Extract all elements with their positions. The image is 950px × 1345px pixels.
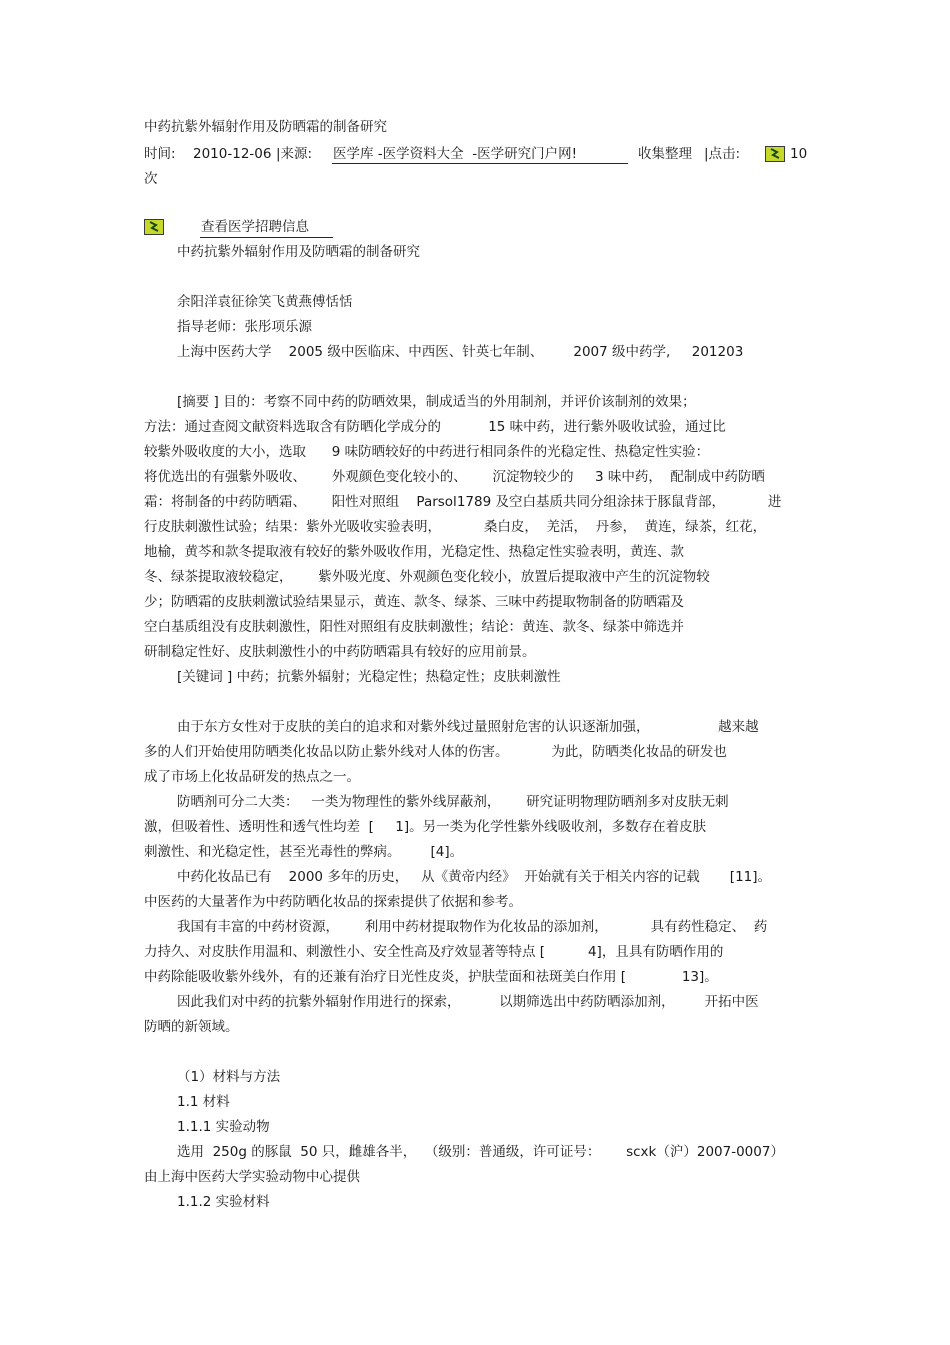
authors: 余阳洋袁征徐笑飞黄燕傅恬恬 [177, 294, 353, 310]
recruit-link-underline [200, 237, 333, 238]
body-line: 中药除能吸收紫外线外，有的还兼有治疗日光性皮炎，护肤莹面和祛斑美白作用 [ 13]。 [144, 969, 718, 985]
body-line: 我国有丰富的中药材资源， 利用中药材提取物作为化妆品的添加剂， 具有药性稳定、 药 [177, 919, 768, 935]
abstract-line: 方法：通过查阅文献资料选取含有防晒化学成分的 15 味中药，进行紫外吸收试验，通过比 [144, 419, 726, 435]
body-line: 多的人们开始使用防晒类化妆品以防止紫外线对人体的伤害。 为此，防晒类化妆品的研发也 [144, 744, 727, 760]
arrow-icon [765, 146, 785, 162]
page-title: 中药抗紫外辐射作用及防晒霜的制备研究 [144, 119, 387, 135]
clicks-label: |点击: [704, 146, 741, 162]
body-line: 选用 250g 的豚鼠 50 只，雌雄各半， （级别：普通级，许可证号： scxk（沪）2007-0007） [177, 1144, 784, 1160]
subsection-heading: 1.1.1 实验动物 [177, 1119, 270, 1135]
body-line: 中药化妆品已有 2000 多年的历史， 从《黄帝内经》 开始就有关于相关内容的记载 [11]。 [177, 869, 772, 885]
abstract-line: 霜：将制备的中药防晒霜、 阳性对照组 Parsol1789 及空白基质共同分组涂抹于豚鼠背部， 进 [144, 494, 782, 510]
abstract-line: 空白基质组没有皮肤刺激性，阳性对照组有皮肤刺激性；结论：黄连、款冬、绿茶中筛选并 [144, 619, 684, 635]
abstract-line: 将优选出的有强紫外吸收、 外观颜色变化较小的、 沉淀物较少的 3 味中药， 配制成中药防晒 [144, 469, 765, 485]
abstract-line: 行皮肤刺激性试验；结果：紫外光吸收实验表明， 桑白皮， 羌活， 丹参， 黄连，绿茶，红花， [144, 519, 767, 535]
clicks-unit: 次 [144, 171, 158, 187]
body-line: 激，但吸着性、透明性和透气性均差 [ 1]。另一类为化学性紫外线吸收剂，多数存在着皮肤 [144, 819, 707, 835]
recruit-link[interactable]: 查看医学招聘信息 [201, 219, 309, 235]
body-line: 中医药的大量著作为中药防晒化妆品的探索提供了依据和参考。 [144, 894, 522, 910]
paper-title: 中药抗紫外辐射作用及防晒霜的制备研究 [177, 244, 420, 260]
source-label: |来源: [276, 146, 313, 162]
abstract-line: 少；防晒霜的皮肤刺激试验结果显示，黄连、款冬、绿茶、三味中药提取物制备的防晒霜及 [144, 594, 684, 610]
subsection-heading: 1.1 材料 [177, 1094, 230, 1110]
body-line: 防晒的新领域。 [144, 1019, 239, 1035]
body-line: 刺激性、和光稳定性，甚至光毒性的弊病。 [4]。 [144, 844, 464, 860]
source-link-underline [332, 163, 628, 164]
abstract-line: 较紫外吸收度的大小，选取 9 味防晒较好的中药进行相同条件的光稳定性、热稳定性实验： [144, 444, 710, 460]
abstract-line: [摘要 ] 目的：考察不同中药的防晒效果，制成适当的外用制剂，并评价该制剂的效果； [177, 394, 696, 410]
keywords: [关键词 ] 中药；抗紫外辐射；光稳定性；热稳定性；皮肤刺激性 [177, 669, 561, 685]
subsection-heading: 1.1.2 实验材料 [177, 1194, 270, 1210]
advisor: 指导老师：张彤项乐源 [177, 319, 312, 335]
collected-label: 收集整理 [638, 146, 692, 162]
section-heading: （1）材料与方法 [177, 1069, 281, 1085]
source-link[interactable]: 医学库 -医学资料大全 -医学研究门户网! [333, 146, 578, 162]
publish-date: 2010-12-06 [193, 146, 272, 162]
body-line: 成了市场上化妆品研发的热点之一。 [144, 769, 360, 785]
clicks-count: 10 [790, 146, 808, 162]
arrow-icon [144, 219, 164, 235]
body-line: 由于东方女性对于皮肤的美白的追求和对紫外线过量照射危害的认识逐渐加强， 越来越 [177, 719, 759, 735]
body-line: 因此我们对中药的抗紫外辐射作用进行的探索， 以期筛选出中药防晒添加剂， 开拓中医 [177, 994, 759, 1010]
body-line: 力持久、对皮肤作用温和、刺激性小、安全性高及疗效显著等特点 [ 4]，且具有防晒作用的 [144, 944, 724, 960]
affiliation: 上海中医药大学 2005 级中医临床、中西医、针英七年制、 2007 级中药学, 201203 [177, 344, 744, 360]
time-label: 时间: [144, 146, 176, 162]
abstract-line: 冬、绿茶提取液较稳定， 紫外吸光度、外观颜色变化较小，放置后提取液中产生的沉淀物较 [144, 569, 710, 585]
abstract-line: 地榆，黄芩和款冬提取液有较好的紫外吸收作用，光稳定性、热稳定性实验表明，黄连、款 [144, 544, 684, 560]
body-line: 由上海中医药大学实验动物中心提供 [144, 1169, 360, 1185]
abstract-line: 研制稳定性好、皮肤刺激性小的中药防晒霜具有较好的应用前景。 [144, 644, 536, 660]
body-line: 防晒剂可分二大类： 一类为物理性的紫外线屏蔽剂， 研究证明物理防晒剂多对皮肤无刺 [177, 794, 729, 810]
